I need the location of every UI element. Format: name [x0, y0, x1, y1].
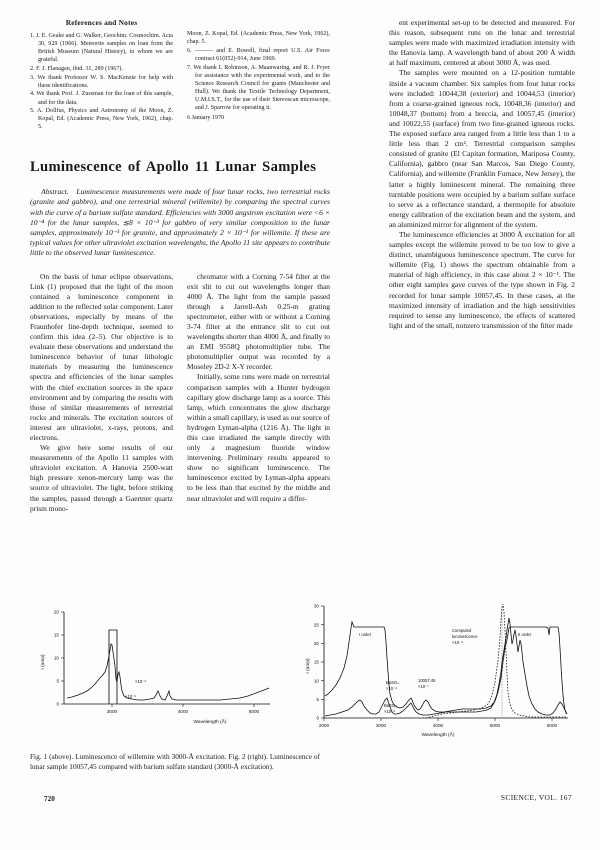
fig1-ytick: 20: [53, 609, 59, 615]
fig1-ytick: 0: [56, 701, 59, 707]
body-paragraph: Initially, some runs were made on terrestrial comparison samples with a Hunter hydrogen capillary glow discharge lamp as a source. This lamp, which concentrates the glow discharge within a small capillary, is used as our source of hydrogen Lyman-alpha (1216 Å). The light in this case irradiated the sample directly with only a magnesium fluoride window intervening. Preliminary results appeared to show no significant luminescence. The luminescence excited by Lyman-alpha appears to be less than that excited by the middle and near ultraviolet and will require a differ-: [187, 372, 330, 503]
fig2-annotation-baso4-6: BaSO₄: [386, 680, 399, 685]
fig2-annotation-baso4-8: ×10⁻⁸: [384, 709, 396, 714]
body-column-1: [30, 272, 173, 514]
body-paragraph: ent experimental set-up to be detected and measured. For this reason, subsequent runs on the lunar and terrestrial samples were made with maximized irradiation intensity with the Hanovia lamp. A wavelength band of about 200 Å width at half maximum, centered at about 3000 Å, was used.: [389, 18, 575, 68]
references-column-left: [30, 18, 173, 132]
fig2-ytick: 5: [316, 696, 319, 702]
fig1-ytick: 10: [53, 655, 59, 661]
reference-date: 6 January 1970: [187, 115, 225, 122]
fig1-annotation: ×10⁻⁹: [125, 694, 137, 699]
reference-item: 5. A. Dollfus, Physics and Astronomy of the Moon, Z. Kopal, Ed. (Academic Press, New York, 1962), chap. 5.: [30, 108, 173, 131]
fig1-xtick: 3000: [106, 709, 118, 714]
article-abstract: [30, 187, 330, 258]
article-title: Luminescence of Apollo 11 Lunar Samples: [30, 159, 317, 176]
fig2-ytick: 30: [313, 603, 319, 609]
fig2-ytick: 20: [313, 640, 319, 646]
body-paragraph: The samples were mounted on a 12-position turntable inside a vacuum chamber. Six samples from four lunar rocks were included: 10044,38 (exterior) and 10044,53 (interior) from a coarse-grained igneous rock, 10048,36 (interior) and 10048,37 (bottom) from a breccia, and 10057,45 (interior) and 10022,55 (surface) from two fine-grained igneous rocks. The exposed surface area ranged from a little less than 1 to a little less than 2 cm². Terrestrial comparison samples consisted of granite (El Capitan formation, Mariposa County, California), gabbro (near San Marcos, San Diego County, California), and willemite (Franklin Furnace, New Jersey), the latter a highly luminescent mineral. The remaining three turntable positions were occupied by a barium sulfate surface to serve as a reflectance standard, a thermopile for absolute energy calibration of the excitation beam and the system, and an aluminized mirror for alignment of the system.: [389, 68, 575, 229]
references-column-right: [187, 18, 330, 128]
body-paragraph: We give here some results of our measurements of the Apollo 11 samples with ultraviolet excitation. A Hanovia 2500-watt high pressure xenon-mercury lamp was the source of ultraviolet. The light, before striking the samples, passed through a Gaertner quartz prism mono-: [30, 443, 173, 513]
fig1-yaxis-title: I (amp): [41, 654, 46, 670]
fig2-yaxis-title: I (amp): [306, 658, 311, 674]
figure-captions: Fig. 1 (above). Luminescence of willemite with 3000-Å excitation. Fig. 2 (right). Luminescence of lunar sample 10057,45 compared with barium sulfate standard (3000-Å excitation).: [30, 752, 320, 771]
body-paragraph: chromator with a Corning 7-54 filter at the exit slit to cut out wavelengths longer than 4000 Å. The light from the sample passed through a Jarrell-Ash 0.25-m grating spectrometer, either with or without a Corning 3-74 filter at the entrance slit to cut out wavelengths shorter than 4000 Å, and finally to an EMI 9558Q photomultiplier tube. The photomultiplier output was recorded by a Moseley 2D-2 X-Y recorder.: [187, 271, 330, 372]
journal-footer: SCIENCE, VOL. 167: [500, 793, 572, 802]
body-column-2: [187, 272, 330, 504]
fig2-xtick: 6000: [546, 723, 558, 728]
fig2-ytick: 10: [313, 678, 319, 684]
page-number: 720: [44, 795, 55, 803]
fig2-ytick: 0: [316, 715, 319, 721]
fig2-annotation-baso4-6: ×10⁻⁶: [386, 686, 398, 691]
reference-item: 1. J. E. Geake and G. Walker, Geochim. Cosmochim. Acta 30, 929 (1966). Meteorite samples on loan from the British Museum (Natural History), to whom we are grateful.: [30, 33, 173, 64]
fig2-annotation-baso4-8: BaSO₄: [384, 703, 397, 708]
fig2-annotation-sample: ×10⁻⁷: [418, 684, 429, 689]
references-heading: References and Notes: [65, 18, 138, 27]
fig2-annotation-sample: 10057,45: [418, 678, 436, 683]
body-paragraph: The luminescence efficiencies at 3000 Å excitation for all samples except the willemite proved to be too low to give a distinct, unambiguous luminescence spectrum. The curve for willemite (Fig. 1) shows the spectrum obtainable from a material of high efficiency, in this case about 2 × 10⁻¹. The other eight samples gave curves of the type shown in Fig. 2 recorded for lunar sample 10057,45. In these cases, at the maximized intensity of irradiation and the high sensitivities required to sense any luminescence, the effects of scattered light and of the small, nonzero transmission of the filter made: [389, 229, 575, 330]
reference-item: 2. F. J. Flanagan, ibid. 31, 289 (1967).: [30, 65, 123, 72]
figures-area: [30, 600, 574, 750]
abstract-label: Abstract.: [41, 187, 69, 197]
fig2-annotation-order-2: II order: [518, 632, 532, 637]
fig1-ytick: 5: [56, 678, 59, 684]
fig1-xaxis-title: Wavelength (Å): [193, 720, 227, 725]
fig2-ytick: 25: [313, 622, 319, 628]
reference-item-continued: Moon, Z. Kopal, Ed. (Academic Press, New York, 1962), chap. 5.: [187, 31, 330, 46]
fig2-xtick: 3000: [375, 723, 387, 728]
fig2-annotation-order-1: I order: [359, 632, 372, 637]
reference-item: 3. We thank Professor W. S. MacKenzie for help with these identifications.: [30, 74, 173, 89]
fig1-ytick: 15: [53, 632, 59, 638]
reference-item: 7. We thank I. Robinson, A. Maanwaring, and R. J. Fryer for assistance with the experimental work, and to the Science Research Council for grants (Manchester and Hull). We thank the Textile Technology Department, U.M.I.S.T., for the use of their Stereoscan microscope, and J. Sparrow for operating it.: [187, 64, 330, 112]
body-paragraph: On the basis of lunar eclipse observations, Link (1) proposed that the light of the moon contained a luminescence component in addition to the reflected solar component. Later observations, especially by means of the Fraunhofer line-depth technique, seemed to confirm this idea (2–5). Our objective is to evaluate these observations and understand the luminescence behavior of lunar lithologic materials by measuring the luminescence spectra and efficiencies of the lunar samples with the chief excitation sources in the space environment and by comparing the results with those of similar measurements of terrestrial rocks and minerals. The excitation sources of interest are ultraviolet, x-rays, protons, and electrons.: [30, 271, 173, 443]
fig2-xtick: 5000: [489, 723, 501, 728]
fig2-xtick: 2000: [318, 723, 330, 728]
reference-item: 4. We thank Prof. J. Zussman for the loan of this sample, and for the data.: [30, 91, 173, 106]
fig2-xaxis-title: Wavelength (Å): [421, 733, 455, 738]
fig2-ytick: 15: [313, 659, 319, 665]
fig2-xtick: 4000: [432, 723, 444, 728]
reference-item: 6. ——— and E. Bowell, final report U.S. Air Force contract 61(052)-914, June 1969.: [187, 47, 330, 62]
fig2-annotation-computed: ×10⁻⁶: [452, 640, 464, 645]
fig2-annotation-computed: luminescence: [452, 634, 478, 639]
figure-2-chart: [302, 600, 574, 742]
fig2-annotation-computed: Computed: [452, 628, 472, 633]
body-column-3: [389, 18, 575, 331]
article-header: [30, 158, 330, 258]
fig1-xtick: 5000: [248, 709, 260, 714]
abstract-text: Luminescence measurements were made of four lunar rocks, two terrestrial rocks (granite and gabbro), and one terrestrial mineral (willemite) by comparing the spectral curves with the curve of a barium sulfate standard. Efficiencies with 3000 angstrom excitation were <6 × 10⁻⁴ for the lunar samples, ≲8 × 10⁻³ for gabbro of very similar composition to the lunar samples, approximately 10⁻³ for granite, and approximately 2 × 10⁻¹ for willemite. If these are typical values for other ultraviolet excitation wavelengths, the Apollo 11 site appears to contribute little to the observed lunar luminescence.: [30, 187, 330, 258]
figure-1-chart: [30, 604, 278, 729]
fig1-xtick: 4000: [177, 709, 189, 714]
fig1-annotation: ×10⁻⁸: [135, 679, 147, 684]
